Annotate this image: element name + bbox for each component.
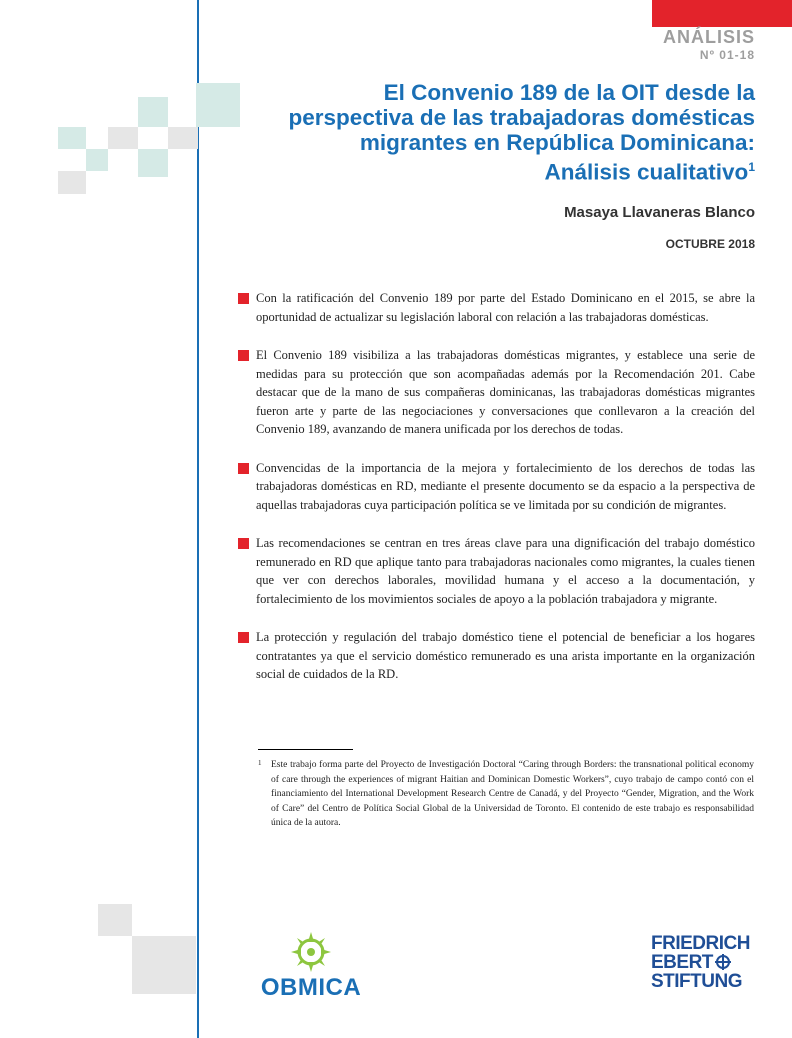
- document-title: [235, 80, 755, 185]
- title-line: migrantes en República Dominicana:: [359, 130, 755, 155]
- fes-line: FRIEDRICH: [651, 933, 750, 954]
- bullet-text: Las recomendaciones se centran en tres áreas clave para una dignificación del trabajo doméstico remunerado en RD que aplique tanto para trabajadoras nacionales como migrantes, la cuales tienen que ver con derechos laborales, movilidad humana y el acceso a la documentación, y fortalecimiento de los movimientos sociales de apoyo a la población trabajadora y migrante.: [256, 536, 755, 606]
- title-line: El Convenio 189 de la OIT desde la: [383, 80, 755, 105]
- series-title: ANÁLISIS: [662, 27, 755, 47]
- bullet-text: Convencidas de la importancia de la mejora y fortalecimiento de los derechos de todas las trabajadoras domésticas en RD, mediante el presente documento se da espacio a la perspectiva de aquellas trabajadoras cuya participación política se ve limitada por su condición de migrantes.: [256, 460, 755, 512]
- compass-rose-icon: [291, 932, 331, 972]
- bullet-text: El Convenio 189 visibiliza a las trabajadoras domésticas migrantes, y establece una serie de medidas para su protección que son acompañadas además por la Recomendación 201. Cabe destacar que de la mano de sus compañeras dominicanas, las trabajadoras domésticas migrantes fueron arte y parte de las negociaciones y conversaciones que conllevaron a la creación del Convenio 189, avanzando de manera unificada por los derechos de todas.: [256, 348, 755, 436]
- footnote-number: 1: [258, 759, 262, 767]
- bullet-item: [238, 534, 755, 608]
- bullet-item: [238, 459, 755, 515]
- title-line-text: Análisis cualitativo: [544, 159, 749, 185]
- footnote: [258, 758, 754, 831]
- header-red-bar: [652, 0, 792, 27]
- bullet-text: Con la ratificación del Convenio 189 por parte del Estado Dominicano en el 2015, se abre la oportunidad de actualizar su legislación laboral con relación a las trabajadoras domésticas.: [256, 291, 755, 324]
- series-label: [663, 26, 755, 62]
- bullet-square-icon: [238, 632, 249, 643]
- bullet-item: [238, 346, 755, 439]
- footnote-rule: [258, 749, 353, 750]
- title-line: [235, 155, 755, 185]
- fes-line-text: EBERT: [651, 952, 713, 973]
- author-name: Masaya Llavaneras Blanco: [564, 204, 755, 221]
- summary-bullets: [238, 289, 755, 704]
- bullet-item: [238, 628, 755, 684]
- bullet-square-icon: [238, 538, 249, 549]
- footnote-text: Este trabajo forma parte del Proyecto de Investigación Doctoral “Caring through Borders: the transnational political economy of care through the experiences of migrant Haitian and Dominican Domestic Workers”, cuyo trabajo de campo contó con el financiamiento del International Development Research Centre de Canadá, y del Proyecto “Gender, Migration, and the Work of Care” del Centro de Política Social Global de la Universidad de Toronto. El contenido de este trabajo es responsabilidad única de la autora.: [271, 760, 754, 828]
- fes-line: STIFTUNG: [651, 971, 742, 992]
- obmica-logo: [255, 932, 367, 1002]
- fes-line: [651, 953, 761, 972]
- publication-date: OCTUBRE 2018: [665, 237, 755, 251]
- obmica-wordmark: OBMICA: [260, 974, 362, 1001]
- bullet-text: La protección y regulación del trabajo doméstico tiene el potencial de beneficiar a los hogares contratantes ya que el servicio doméstico remunerado es una arista importante en la organización social de cuidados de la RD.: [256, 630, 755, 681]
- fes-mark-icon: [715, 954, 731, 970]
- friedrich-ebert-stiftung-logo: [651, 934, 761, 991]
- bullet-item: [238, 289, 755, 326]
- series-number: Nº 01-18: [699, 48, 755, 62]
- title-line: perspectiva de las trabajadoras domésticas: [288, 105, 755, 130]
- bullet-square-icon: [238, 463, 249, 474]
- vertical-divider-line: [197, 0, 199, 1038]
- bullet-square-icon: [238, 350, 249, 361]
- bullet-square-icon: [238, 293, 249, 304]
- title-footnote-mark: 1: [748, 160, 755, 174]
